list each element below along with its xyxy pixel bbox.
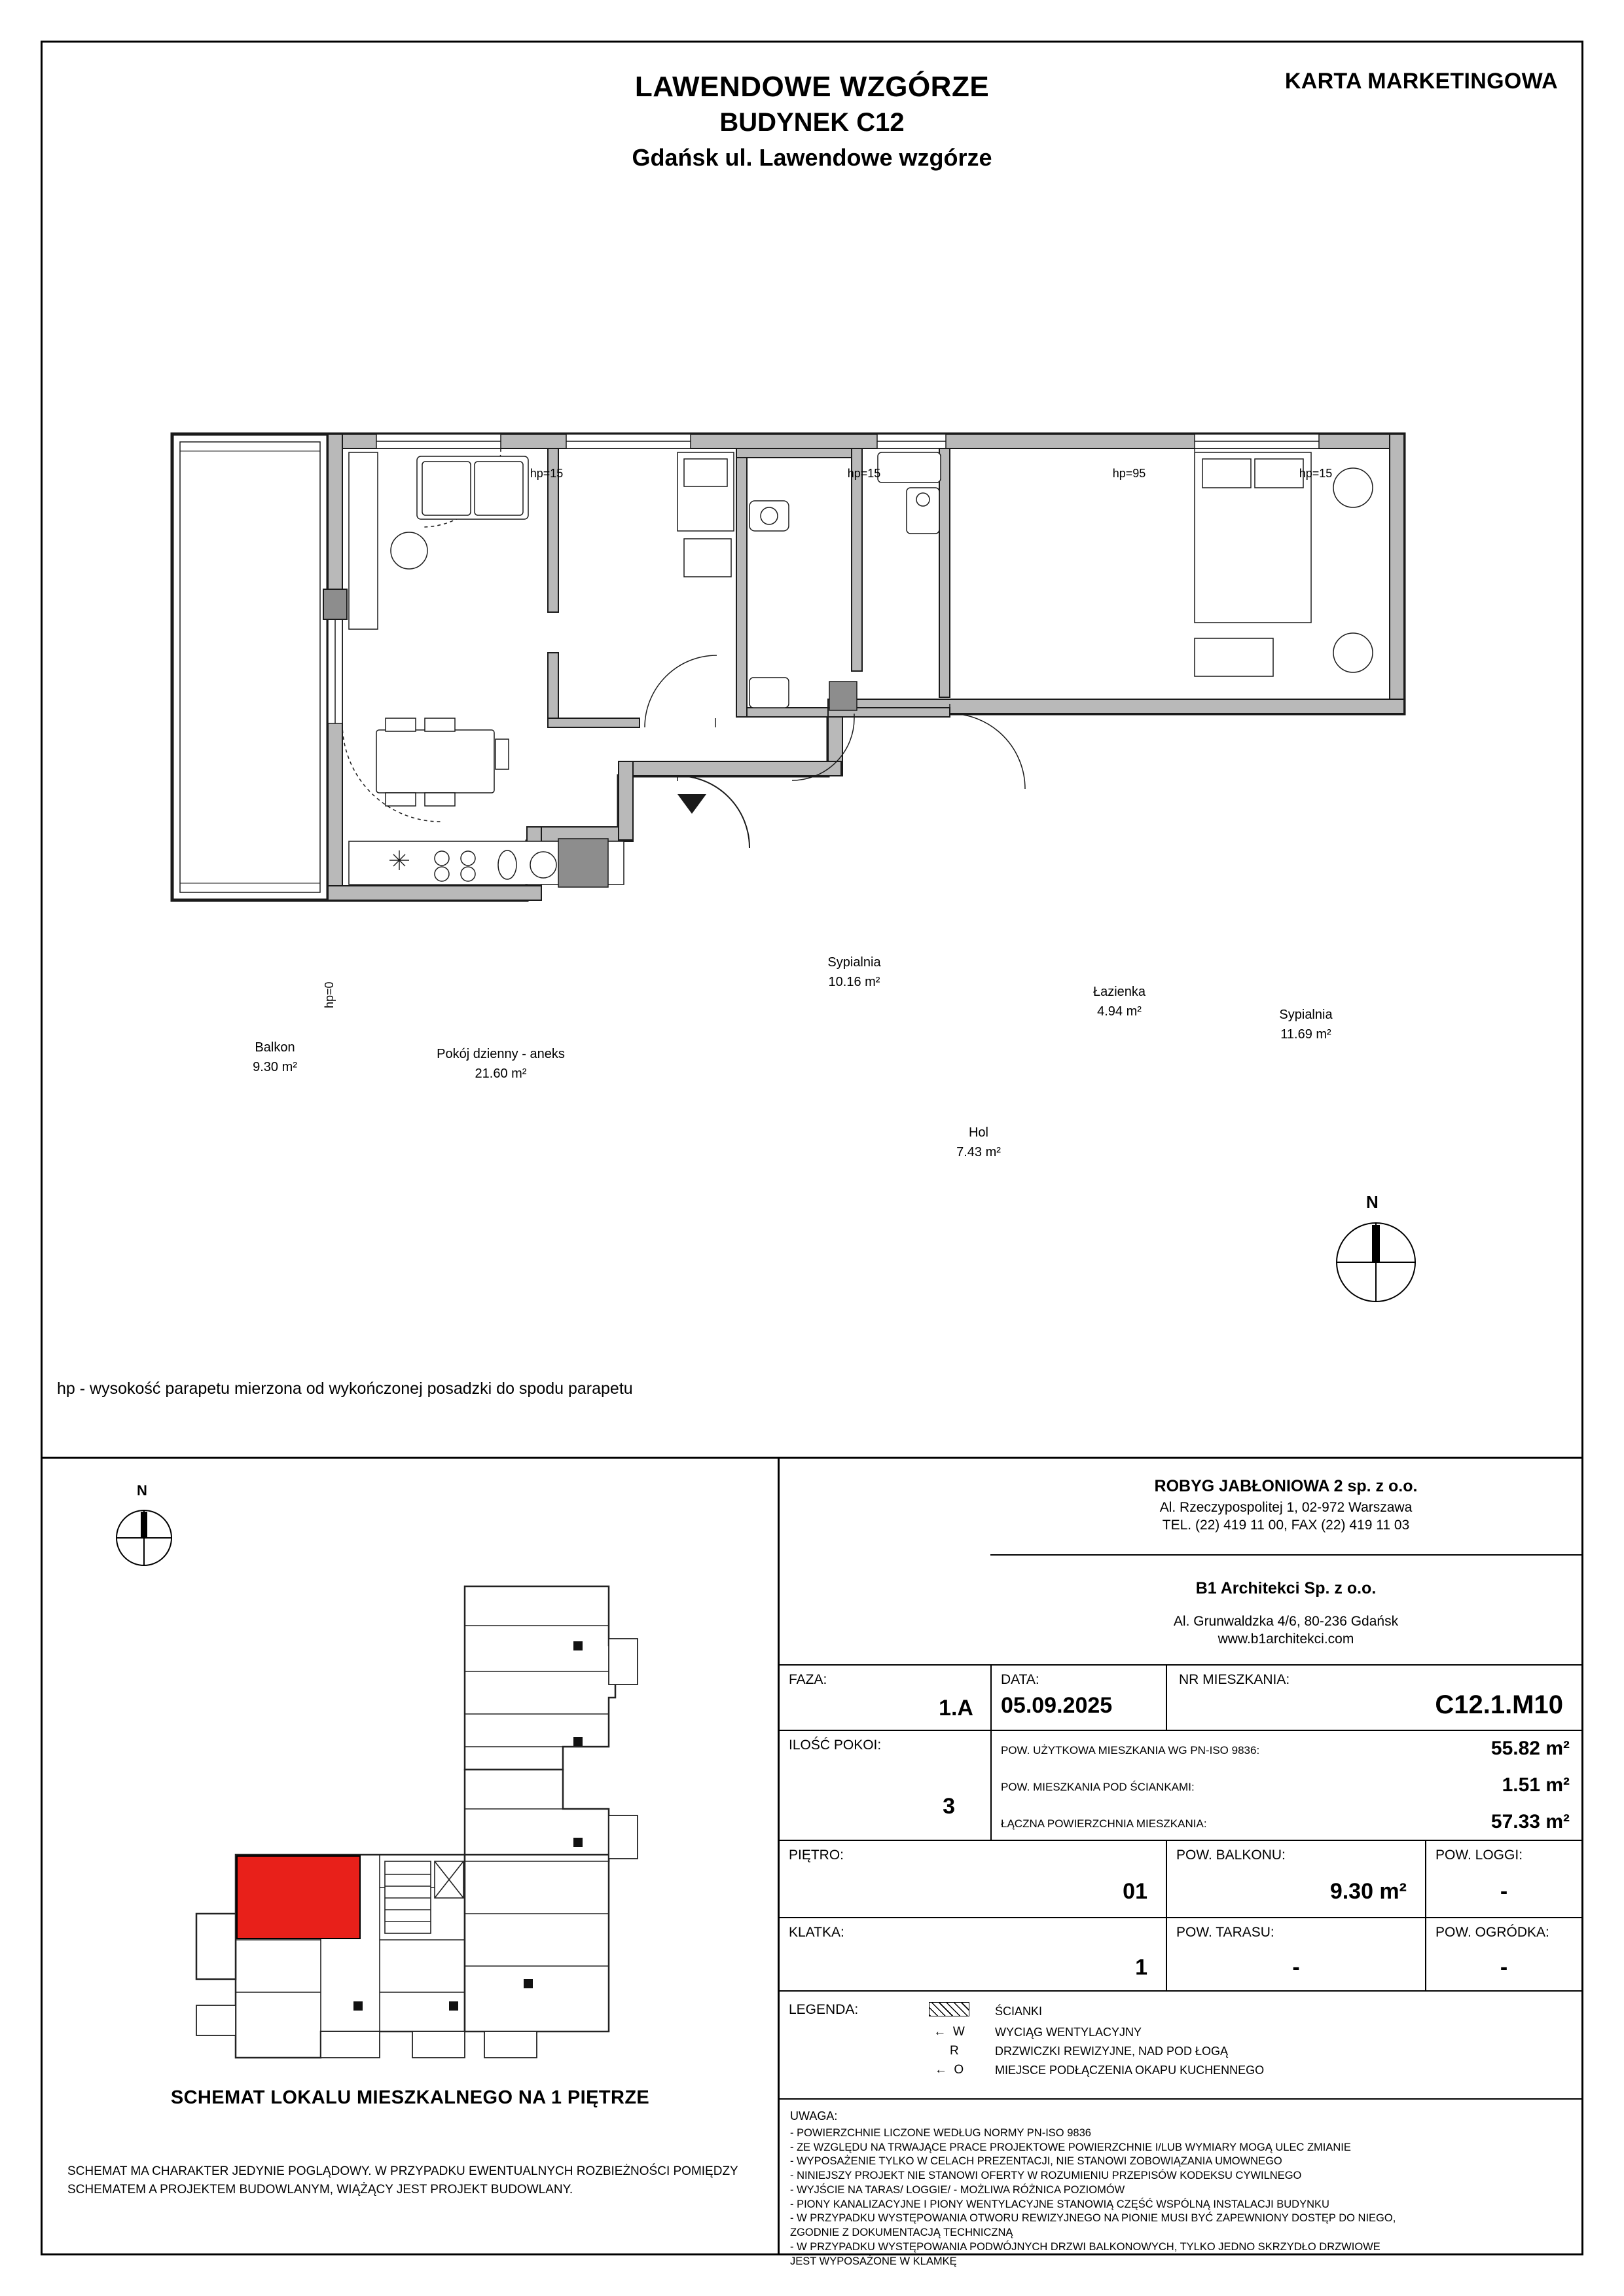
pow-loggi-value: -: [1500, 1879, 1508, 1904]
legend-item: [903, 2044, 1572, 2058]
arrow-w-icon: ← W: [933, 2025, 965, 2039]
pow-loggi-cell: [1425, 1841, 1581, 1918]
uwaga-line: JEST WYPOSAŻONE W KLAMKĘ: [790, 2255, 957, 2267]
pow-tarasu-label: POW. TARASU:: [1176, 1925, 1274, 1940]
ilosc-pokoi-cell: [780, 1731, 990, 1841]
uwaga-cell: [780, 2100, 1581, 2267]
faza-label: FAZA:: [789, 1672, 827, 1687]
pow-ogrodka-cell: [1425, 1918, 1581, 1992]
data-value: 05.09.2025: [1001, 1693, 1113, 1718]
room-name: Pokój dzienny - aneks: [437, 1047, 565, 1061]
pow-balkonu-cell: [1166, 1841, 1425, 1918]
pow-scianki-row: [990, 1768, 1581, 1804]
legend-item-label: MIEJSCE PODŁĄCZENIA OKAPU KUCHENNEGO: [995, 2063, 1265, 2077]
sill-label-4: hp=15: [1299, 467, 1333, 480]
sill-height-note: hp - wysokość parapetu mierzona od wykończonej posadzki do spodu parapetu: [57, 1379, 633, 1398]
legend-item-label: DRZWICZKI REWIZYJNE, NAD POD ŁOGĄ: [995, 2044, 1229, 2058]
floor-plan-area: [43, 259, 1581, 1457]
hatch-icon: [903, 2002, 995, 2020]
legend-item-label: WYCIĄG WENTYLACYJNY: [995, 2025, 1142, 2039]
compass-rose-icon: [108, 1502, 180, 1574]
project-title: LAWENDOWE WZGÓRZE: [634, 71, 990, 103]
pow-uzytkowa-row: [990, 1731, 1581, 1768]
room-label-sypialnia-2: [1221, 1005, 1391, 1044]
compass-plan: [1327, 1192, 1425, 1313]
highlighted-apartment: [237, 1856, 360, 1939]
investor-name: ROBYG JABŁONIOWA 2 sp. z o.o.: [1154, 1477, 1418, 1495]
data-cell: [990, 1666, 1166, 1731]
data-label: DATA:: [1001, 1672, 1039, 1687]
laczna-pow-row: [990, 1804, 1581, 1841]
pietro-value: 01: [1123, 1879, 1147, 1904]
pow-balkonu-label: POW. BALKONU:: [1176, 1848, 1286, 1863]
pow-uzytkowa-label: POW. UŻYTKOWA MIESZKANIA WG PN-ISO 9836:: [1001, 1744, 1260, 1757]
room-area: 7.43 m²: [956, 1145, 1001, 1159]
laczna-pow-value: 57.33 m²: [1490, 1811, 1570, 1832]
uwaga-line: ZGODNIE Z DOKUMENTACJĄ TECHNICZNĄ: [790, 2227, 1013, 2239]
room-name: Balkon: [255, 1040, 295, 1055]
room-label-balkon: [200, 1038, 350, 1077]
room-area: 4.94 m²: [1097, 1004, 1142, 1019]
sill-label-3: hp=95: [1112, 467, 1146, 480]
faza-value: 1.A: [939, 1696, 973, 1721]
room-area: 11.69 m²: [1280, 1027, 1331, 1042]
architect-name: B1 Architekci Sp. z o.o.: [1195, 1579, 1377, 1597]
ilosc-pokoi-value: 3: [943, 1794, 955, 1819]
room-label-sypialnia-1: [769, 953, 939, 992]
header: [43, 43, 1581, 259]
room-label-lazienka: [1044, 982, 1195, 1021]
uwaga-line: - WYPOSAŻENIE TYLKO W CELACH PREZENTACJI, NIE STANOWI ZOBOWIĄZANIA UMOWNEGO: [790, 2155, 1282, 2168]
architect-address: Al. Grunwaldzka 4/6, 80-236 Gdańsk: [1173, 1614, 1399, 1629]
pow-scianki-value: 1.51 m²: [1502, 1774, 1570, 1796]
legend-item-label: ŚCIANKI: [995, 2004, 1043, 2018]
info-table: [780, 1459, 1581, 2267]
legend-item: [903, 2025, 1572, 2039]
pow-scianki-label: POW. MIESZKANIA POD ŚCIANKAMI:: [1001, 1781, 1195, 1793]
room-area: 9.30 m²: [253, 1060, 297, 1074]
klatka-value: 1: [1135, 1955, 1147, 1980]
compass-north-letter: N: [137, 1482, 147, 1499]
card-type-label: KARTA MARKETINGOWA: [1284, 69, 1558, 94]
pow-ogrodka-label: POW. OGRÓDKA:: [1435, 1925, 1549, 1940]
pow-loggi-label: POW. LOGGI:: [1435, 1848, 1523, 1863]
sill-label-2: hp=15: [847, 467, 881, 480]
room-label-pokoj-dzienny: [389, 1044, 612, 1084]
nr-mieszkania-cell: [1166, 1666, 1581, 1731]
legend-title: LEGENDA:: [789, 2002, 859, 2017]
faza-cell: [780, 1666, 990, 1731]
pow-ogrodka-value: -: [1500, 1955, 1508, 1980]
pietro-label: PIĘTRO:: [789, 1848, 844, 1863]
laczna-pow-label: ŁĄCZNA POWIERZCHNIA MIESZKANIA:: [1001, 1817, 1207, 1830]
compass-rose-icon: [1327, 1213, 1425, 1311]
room-name: Hol: [968, 1125, 988, 1140]
sill-label-5: hp=0: [323, 981, 336, 1008]
arrow-o-icon: ← O: [934, 2063, 964, 2077]
pow-balkonu-value: 9.30 m²: [1329, 1879, 1407, 1904]
architect-website: www.b1architekci.com: [1218, 1631, 1354, 1647]
klatka-label: KLATKA:: [789, 1925, 844, 1940]
keyplan-title: SCHEMAT LOKALU MIESZKALNEGO NA 1 PIĘTRZE: [170, 2087, 650, 2108]
uwaga-line: - POWIERZCHNIE LICZONE WEDŁUG NORMY PN-ISO 9836: [790, 2126, 1091, 2139]
building-title: BUDYNEK C12: [719, 108, 905, 137]
pow-uzytkowa-value: 55.82 m²: [1490, 1738, 1570, 1759]
apartment-floor-plan: [160, 422, 1496, 946]
bottom-section: [43, 1457, 1581, 2267]
compass-north-letter: N: [1366, 1192, 1379, 1212]
klatka-cell: [780, 1918, 1166, 1992]
uwaga-line: - W PRZYPADKU WYSTĘPOWANIA PODWÓJNYCH DRZWI BALKONOWYCH, TYLKO JEDNO SKRZYDŁO DRZWIOWE: [790, 2240, 1380, 2253]
architect-block: [990, 1556, 1581, 1666]
uwaga-line: - W PRZYPADKU WYSTĘPOWANIA OTWORU REWIZYJNEGO NA PIONIE MUSI BYĆ ZAPEWNIONY DOSTĘP DO NIEGO,: [790, 2212, 1396, 2225]
nr-mieszkania-label: NR MIESZKANIA:: [1179, 1672, 1290, 1687]
uwaga-line: - WYJŚCIE NA TARAS/ LOGGIE/ - MOŻLIWA RÓŻNICA POZIOMÓW: [790, 2183, 1125, 2196]
page-frame: [41, 41, 1583, 2267]
logo-cell: [780, 1459, 990, 1666]
legend-cell: [780, 1992, 1581, 2100]
address-title: Gdańsk ul. Lawendowe wzgórze: [632, 144, 992, 171]
room-label-hol: [913, 1123, 1044, 1162]
arrow-r-icon: R: [950, 2044, 959, 2058]
uwaga-line: - PIONY KANALIZACYJNE I PIONY WENTYLACYJNE STANOWIĄ CZĘŚĆ WSPÓLNĄ INSTALACJI BUDYNKU: [790, 2198, 1329, 2210]
sill-label-1: hp=15: [530, 467, 564, 480]
keyplan-note: SCHEMAT MA CHARAKTER JEDYNIE POGLĄDOWY. W PRZYPADKU EWENTUALNYCH ROZBIEŻNOŚCI POMIĘDZY SCHEMATEM A PROJEKTEM BUDOWLANYM, WIĄŻĄCY JEST PROJEKT BUDOWLANY.: [67, 2164, 738, 2196]
room-area: 21.60 m²: [475, 1066, 527, 1081]
room-name: Sypialnia: [827, 955, 881, 970]
info-table-panel: [778, 1459, 1581, 2267]
room-name: Łazienka: [1092, 985, 1146, 999]
keyplan-panel: [43, 1459, 778, 2253]
building-key-plan: [157, 1573, 713, 2064]
compass-keyplan: [108, 1482, 180, 1570]
nr-mieszkania-value: C12.1.M10: [1435, 1690, 1563, 1719]
ilosc-pokoi-label: ILOŚĆ POKOI:: [789, 1738, 882, 1753]
legend-item: [903, 2002, 1572, 2020]
uwaga-title: UWAGA:: [790, 2109, 838, 2123]
uwaga-line: - ZE WZGLĘDU NA TRWAJĄCE PRACE PROJEKTOWE POWIERZCHNIE I/LUB WYMIARY MOGĄ ULEC ZMIANIE: [790, 2141, 1351, 2153]
pow-tarasu-value: -: [1292, 1955, 1300, 1980]
investor-block: [990, 1459, 1581, 1556]
pietro-cell: [780, 1841, 1166, 1918]
investor-address: Al. Rzeczypospolitej 1, 02-972 Warszawa: [1159, 1500, 1413, 1515]
room-name: Sypialnia: [1279, 1008, 1333, 1022]
uwaga-line: - NINIEJSZY PROJEKT NIE STANOWI OFERTY W ROZUMIENIU PRZEPISÓW KODEKSU CYWILNEGO: [790, 2170, 1302, 2182]
pow-tarasu-cell: [1166, 1918, 1425, 1992]
investor-contact: TEL. (22) 419 11 00, FAX (22) 419 11 03: [1162, 1518, 1410, 1533]
room-area: 10.16 m²: [828, 975, 880, 989]
legend-item: [903, 2063, 1572, 2077]
